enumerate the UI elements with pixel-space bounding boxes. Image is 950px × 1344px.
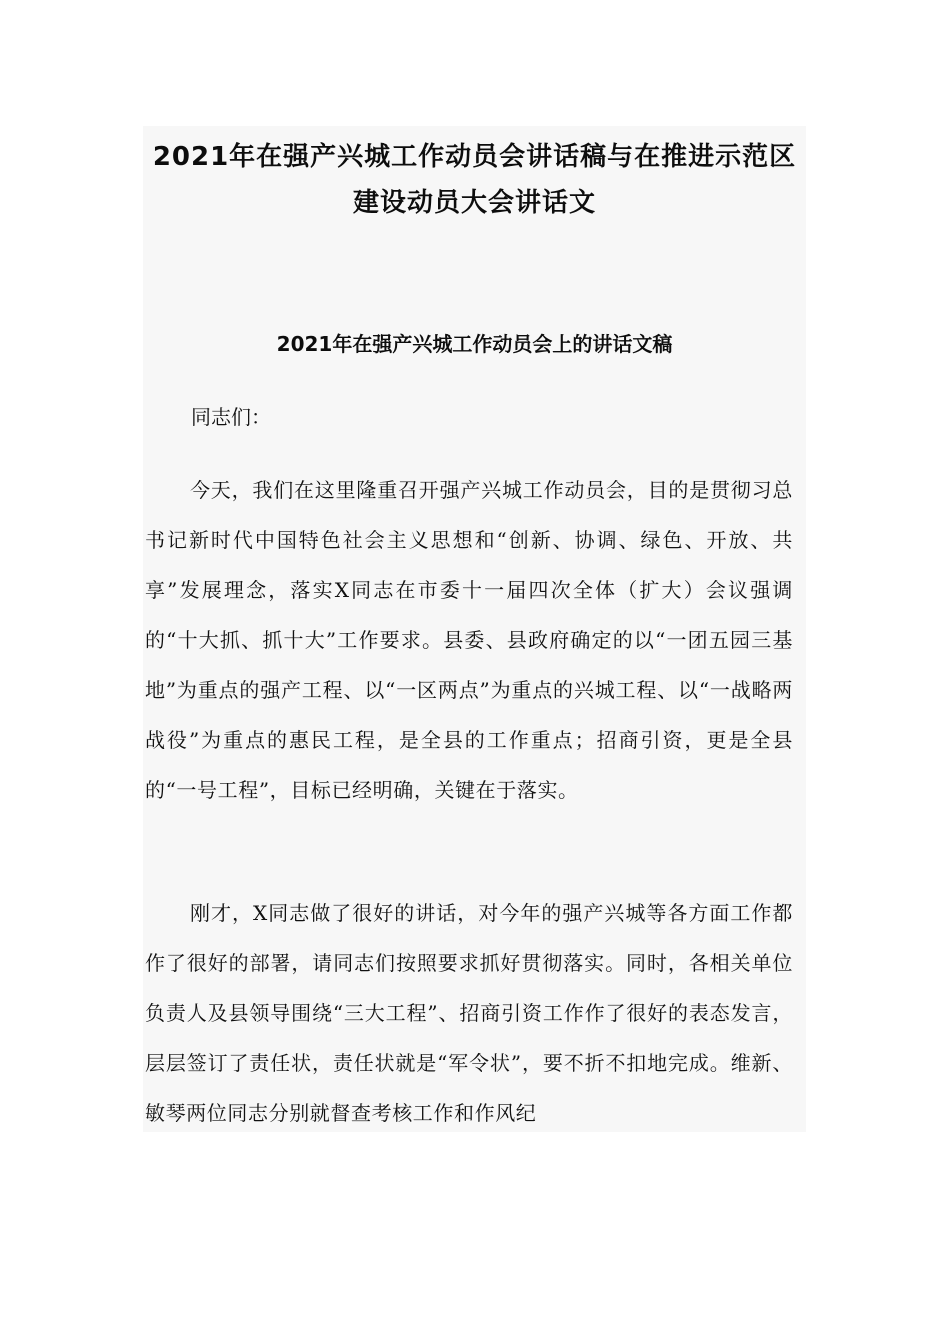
salutation: 同志们： xyxy=(191,405,271,429)
body-paragraph: 刚才，X同志做了很好的讲话，对今年的强产兴城等各方面工作都作了很好的部署，请同志们按照要求抓好贯彻落实。同时，各相关单位负责人及县领导围绕“三大工程”、招商引资工作作了很好的表态发言，层层签订了责任状，责任状就是“军令状”，要不折不扣地完成。维新、敏琴两位同志分别就督查考核工作和作风纪 xyxy=(145,901,793,1125)
document-title: 2021年在强产兴城工作动员会讲话稿与在推进示范区建设动员大会讲话文 xyxy=(152,142,797,218)
body-paragraph: 今天，我们在这里隆重召开强产兴城工作动员会，目的是贯彻习总书记新时代中国特色社会主义思想和“创新、协调、绿色、开放、共享”发展理念，落实X同志在市委十一届四次全体（扩大）会议强调的“十大抓、抓十大”工作要求。县委、县政府确定的以“一团五园三基地”为重点的强产工程、以“一区两点”为重点的兴城工程、以“一战略两战役”为重点的惠民工程，是全县的工作重点；招商引资，更是全县的“一号工程”，目标已经明确，关键在于落实。 xyxy=(145,478,793,802)
section-title: 2021年在强产兴城工作动员会上的讲话文稿 xyxy=(276,332,673,356)
document-page xyxy=(143,126,806,1132)
